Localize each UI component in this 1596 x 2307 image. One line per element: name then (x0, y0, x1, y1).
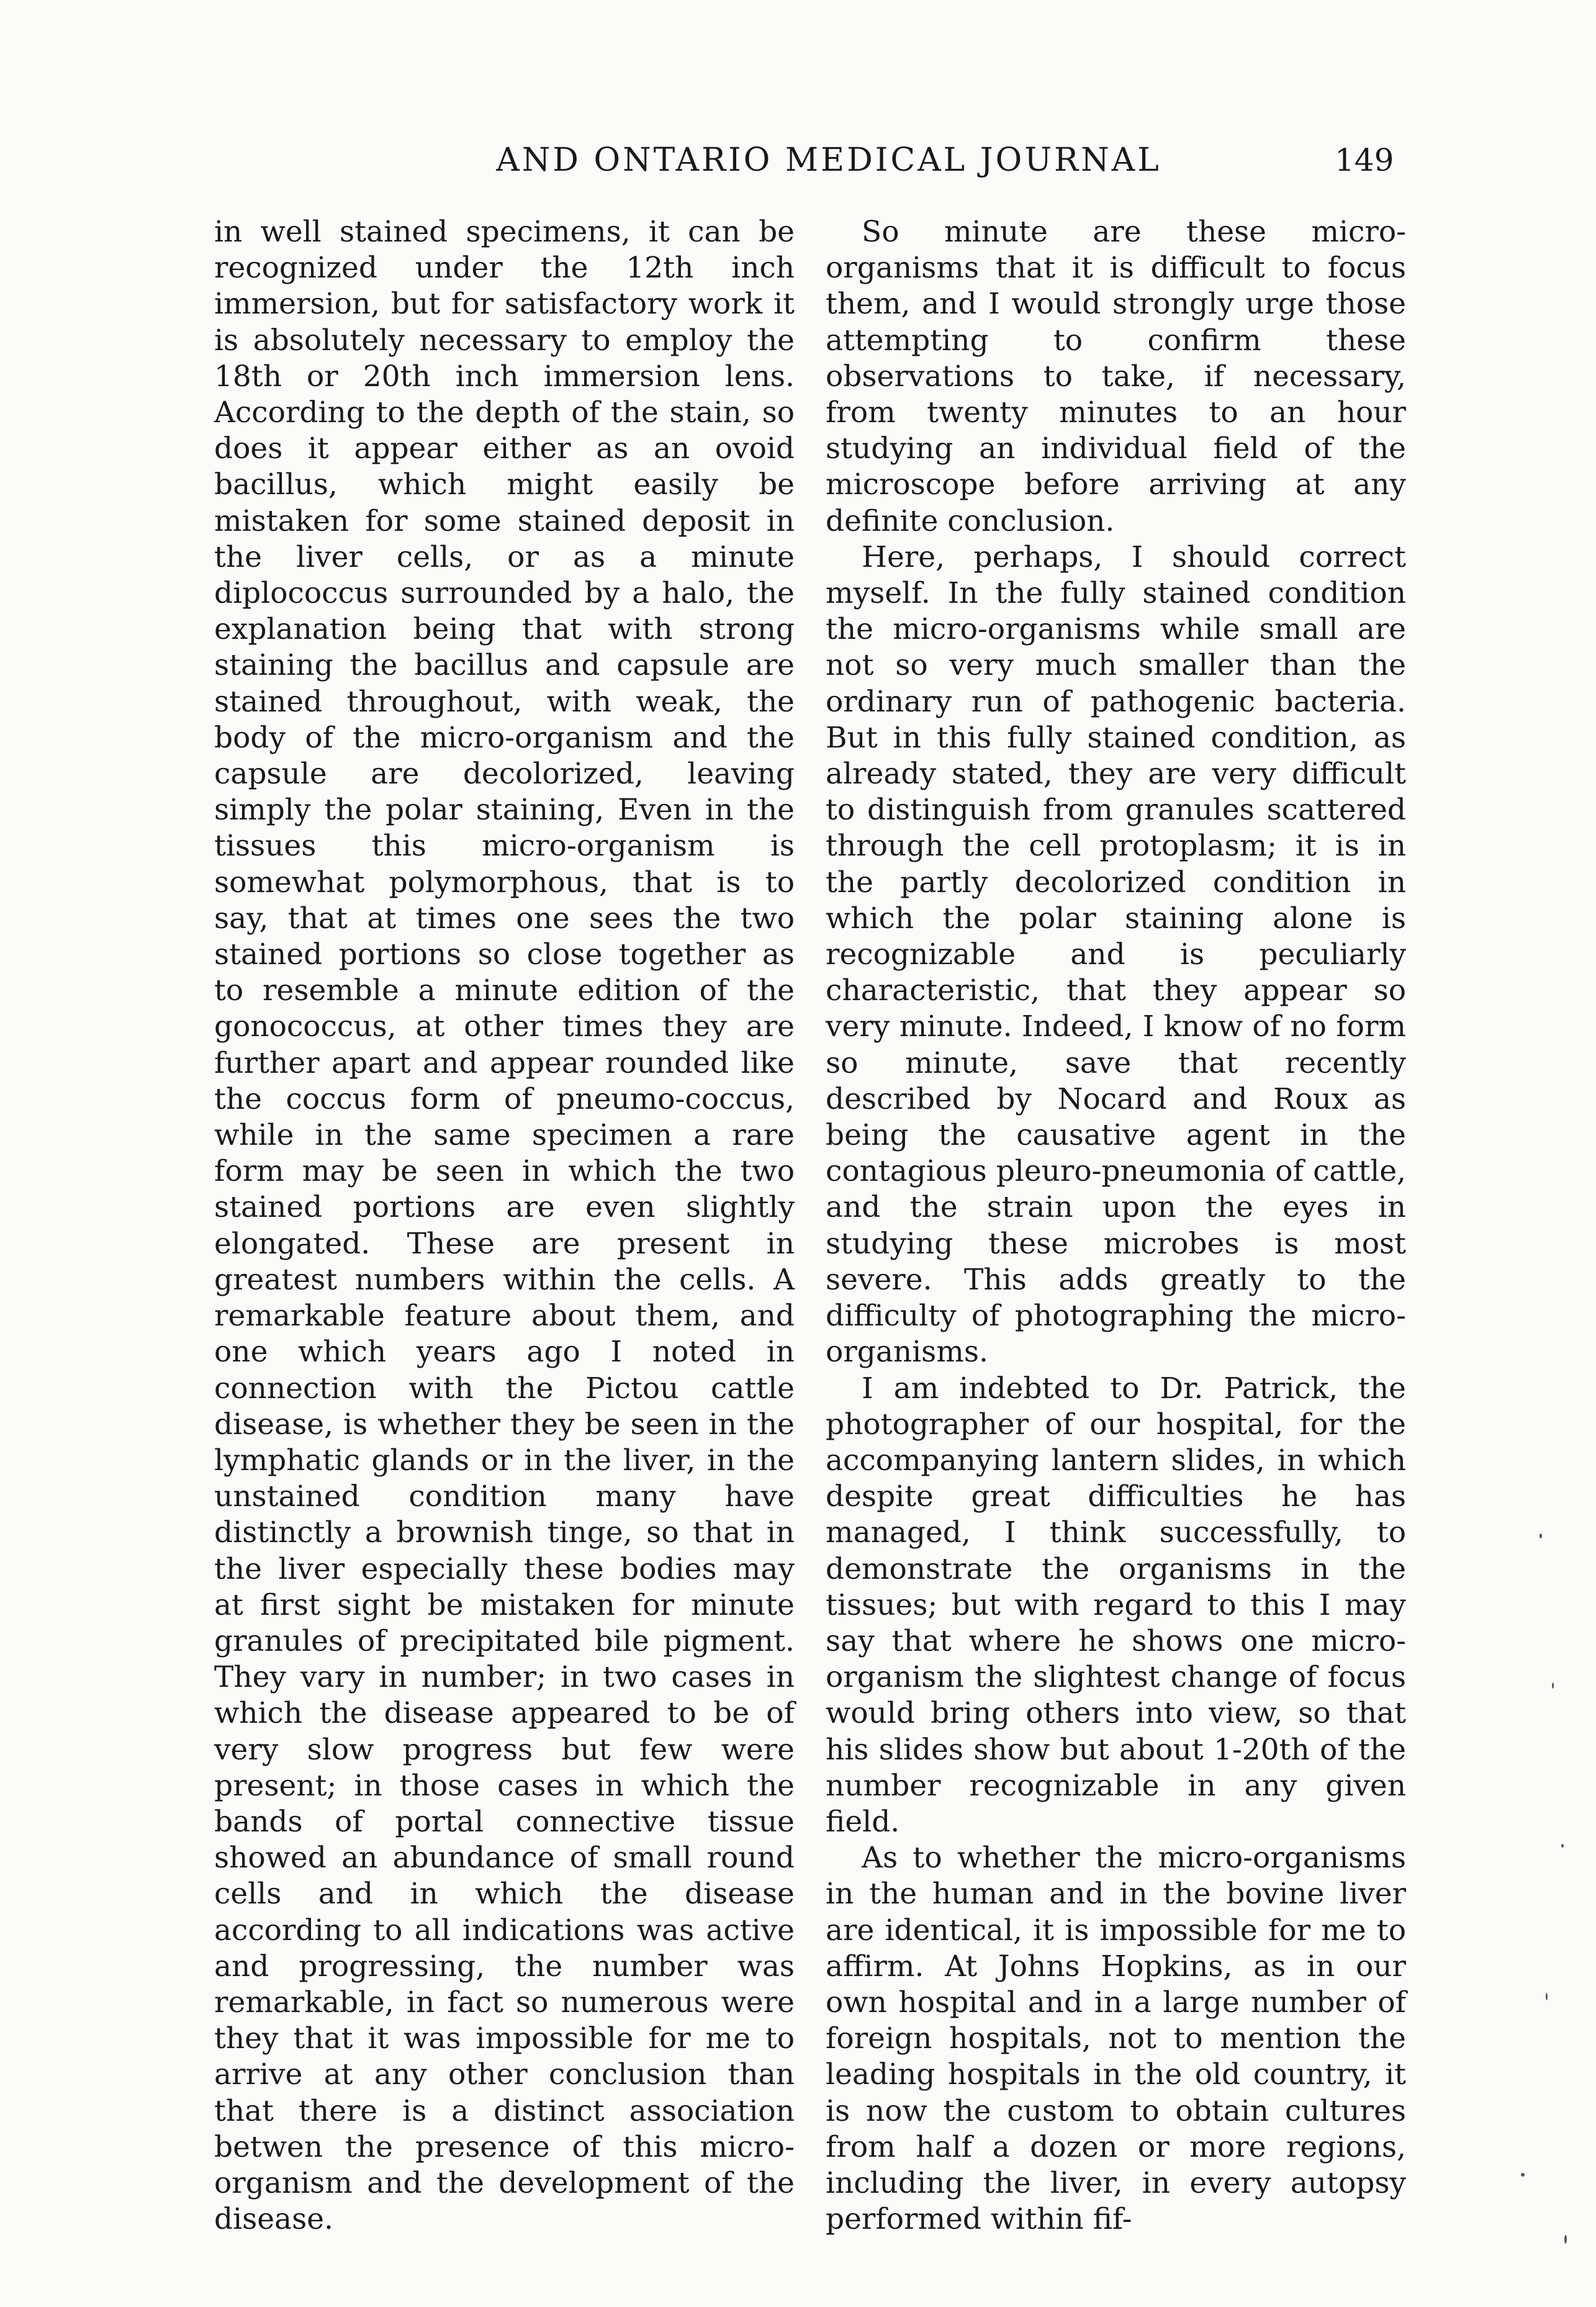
paragraph-right-4: As to whether the micro-organisms in the human and in the bovine liver are identical, it is impossible for me to affirm. At Johns Hopkins, as in our own hospital and in a large number of foreign hospitals, not to mention the leading hospitals in the old country, it is now the custom to obtain cultures from half a dozen or more regions, including the liver, in every autopsy performed within fif- (826, 1841, 1406, 2237)
paragraph-right-2: Here, perhaps, I should correct myself. In the fully stained condition the micro-organisms while small are not so very much smaller than the ordinary run of pathogenic bacteria. But in this fully stained condition, as already stated, they are very difficult to distinguish from granules scattered through the cell protoplasm; it is in the partly decolorized condition in which the polar staining alone is recognizable and is peculiarly characteristic, that they appear so very minute. Indeed, I know of no form so minute, save that recently described by Nocard and Roux as being the causative agent in the contagious pleuro-pneumonia of cattle, and the strain upon the eyes in studying these microbes is most severe. This adds greatly to the difficulty of photographing the micro-organisms. (826, 540, 1406, 1370)
journal-title: AND ONTARIO MEDICAL JOURNAL (496, 142, 1161, 179)
scan-specks (1502, 1521, 1577, 2266)
speck (1521, 2173, 1525, 2177)
paragraph-right-1: So minute are these micro-organisms that it is difficult to focus them, and I would strongly urge those attempting to confirm these observations to take, if necessary, from twenty minutes to an hour studying an individual field of the microscope before arriving at any definite conclusion. (826, 215, 1406, 538)
left-column (214, 214, 795, 2237)
paragraph-left-1: in well stained specimens, it can be recognized under the 12th inch immersion, but for satisfactory work it is absolutely necessary to employ the 18th or 20th inch immersion lens. According to the depth of the stain, so does it appear either as an ovoid bacillus, which might easily be mistaken for some stained deposit in the liver cells, or as a minute diplococcus surrounded by a halo, the explanation being that with strong staining the bacillus and capsule are stained throughout, with weak, the body of the micro-organism and the capsule are decolorized, leaving simply the polar staining, Even in the tissues this micro-organism is somewhat polymorphous, that is to say, that at times one sees the two stained portions so close together as to resemble a minute edition of the gonococcus, at other times they are further apart and appear rounded like the coccus form of pneumo-coccus, while in the same specimen a rare form may be seen in which the two stained portions are even slightly elongated. These are present in greatest numbers within the cells. A remarkable feature about them, and one which years ago I noted in connection with the Pictou cattle disease, is whether they be seen in the lymphatic glands or in the liver, in the unstained condition many have distinctly a brownish tinge, so that in the liver especially these bodies may at first sight be mistaken for minute granules of precipitated bile pigment. They vary in number; in two cases in which the disease appeared to be of very slow progress but few were present; in those cases in which the bands of portal connective tissue showed an abundance of small round cells and in which the disease according to all indications was active and progressing, the number was remarkable, in fact so numerous were they that it was impossible for me to arrive at any other conclusion than that there is a distinct association betwen the presence of this micro-organism and the development of the disease. (214, 215, 795, 2237)
paragraph-right-3: I am indebted to Dr. Patrick, the photographer of our hospital, for the accompanying lantern slides, in which despite great difficulties he has managed, I think successfully, to demonstrate the organisms in the tissues; but with regard to this I may say that where he shows one micro-organism the slightest change of focus would bring others into view, so that his slides show but about 1-20th of the number recognizable in any given field. (826, 1371, 1406, 1839)
page-number: 149 (1335, 142, 1394, 178)
speck (1552, 1682, 1554, 1689)
speck (1546, 1993, 1548, 2000)
speck (1561, 1844, 1564, 1848)
speck (1564, 2235, 1567, 2244)
right-column (826, 214, 1406, 2237)
running-header (0, 135, 1596, 185)
speck (1540, 1533, 1542, 1538)
